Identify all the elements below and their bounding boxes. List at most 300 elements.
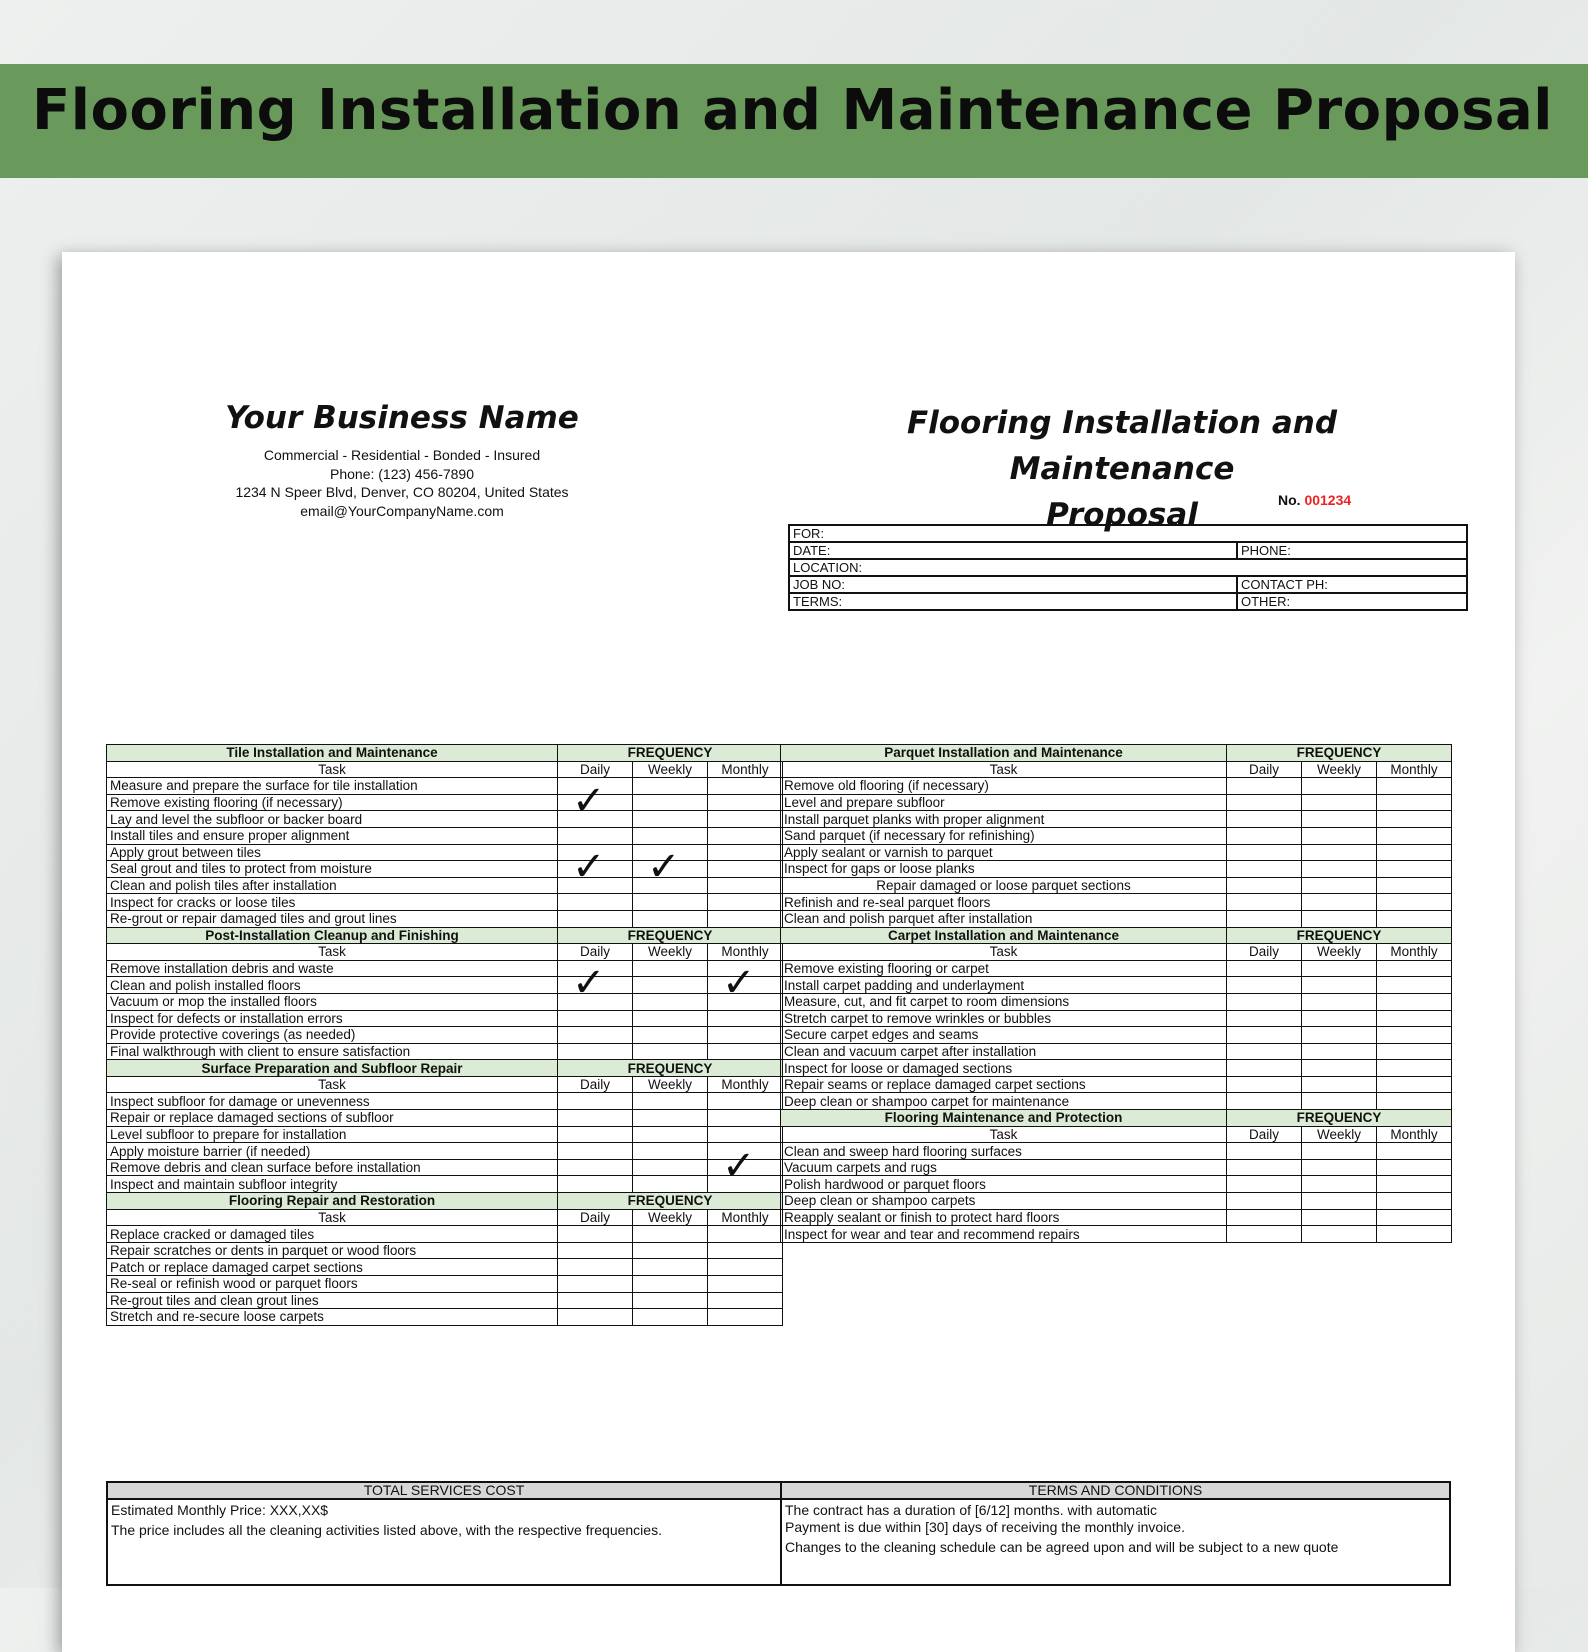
task-name: Inspect and maintain subfloor integrity bbox=[107, 1176, 558, 1193]
proposal-sheet bbox=[62, 252, 1515, 1652]
task-column-header: Task bbox=[107, 1209, 558, 1226]
task-name: Level subfloor to prepare for installation bbox=[107, 1126, 558, 1143]
frequency-header: FREQUENCY bbox=[558, 927, 783, 944]
task-name: Provide protective coverings (as needed) bbox=[107, 1027, 558, 1044]
task-row bbox=[107, 1292, 783, 1309]
section-title: Flooring Maintenance and Protection bbox=[781, 1110, 1227, 1127]
task-name: Vacuum or mop the installed floors bbox=[107, 993, 558, 1010]
info-location[interactable]: LOCATION: bbox=[789, 559, 1467, 576]
monthly-checkbox[interactable] bbox=[1377, 827, 1452, 844]
weekly-checkbox[interactable] bbox=[1302, 1143, 1377, 1160]
task-row bbox=[107, 1010, 783, 1027]
cost-terms-table bbox=[106, 1481, 1451, 1586]
task-column-header: Task bbox=[107, 761, 558, 778]
monthly-checkbox[interactable] bbox=[1377, 1193, 1452, 1210]
daily-checkbox[interactable] bbox=[558, 1110, 633, 1127]
terms-duration: The contract has a duration of [6/12] months. with automatic bbox=[785, 1502, 1157, 1518]
task-name: Re-grout tiles and clean grout lines bbox=[107, 1292, 558, 1309]
section-header-row bbox=[107, 1060, 783, 1077]
monthly-checkbox[interactable] bbox=[708, 1093, 783, 1110]
monthly-column-header: Monthly bbox=[708, 761, 783, 778]
task-column-header: Task bbox=[107, 1076, 558, 1093]
cost-description: The price includes all the cleaning activities listed above, with the respective frequencies. bbox=[111, 1522, 662, 1538]
weekly-checkbox[interactable] bbox=[633, 960, 708, 977]
daily-checkbox[interactable] bbox=[558, 1043, 633, 1060]
business-tagline: Commercial - Residential - Bonded - Insured bbox=[263, 447, 541, 463]
task-row bbox=[781, 1176, 1452, 1193]
task-name: Inspect for cracks or loose tiles bbox=[107, 894, 558, 911]
proposal-number-label: No. bbox=[1278, 492, 1301, 508]
daily-checkbox[interactable] bbox=[1227, 1043, 1302, 1060]
column-header-row bbox=[107, 1076, 783, 1093]
task-row bbox=[107, 1276, 783, 1293]
monthly-checkbox[interactable] bbox=[1377, 861, 1452, 878]
weekly-checkbox[interactable] bbox=[1302, 877, 1377, 894]
monthly-checkbox[interactable] bbox=[1377, 1176, 1452, 1193]
info-other[interactable]: OTHER: bbox=[1237, 593, 1467, 610]
daily-checkbox[interactable] bbox=[558, 844, 633, 891]
section-header-row bbox=[781, 927, 1452, 944]
monthly-checkbox[interactable] bbox=[708, 861, 783, 878]
task-name: Deep clean or shampoo carpets bbox=[781, 1193, 1227, 1210]
daily-checkbox[interactable] bbox=[1227, 1076, 1302, 1093]
monthly-checkbox[interactable] bbox=[1377, 977, 1452, 994]
task-name: Measure and prepare the surface for tile installation bbox=[107, 778, 558, 795]
daily-checkbox[interactable] bbox=[1227, 778, 1302, 795]
section-title: Parquet Installation and Maintenance bbox=[781, 745, 1227, 762]
column-header-row bbox=[781, 1126, 1452, 1143]
task-row bbox=[107, 1242, 783, 1259]
task-name: Replace cracked or damaged tiles bbox=[107, 1226, 558, 1243]
task-row bbox=[107, 894, 783, 911]
task-name: Level and prepare subfloor bbox=[781, 794, 1227, 811]
task-name: Inspect for loose or damaged sections bbox=[781, 1060, 1227, 1077]
task-name: Apply moisture barrier (if needed) bbox=[107, 1143, 558, 1160]
monthly-checkbox[interactable] bbox=[1377, 910, 1452, 927]
monthly-checkbox[interactable] bbox=[1377, 877, 1452, 894]
monthly-checkbox[interactable] bbox=[708, 844, 783, 861]
daily-column-header: Daily bbox=[558, 1076, 633, 1093]
daily-checkbox[interactable] bbox=[558, 1226, 633, 1243]
checkmark-icon: ✓ bbox=[572, 844, 606, 891]
task-row bbox=[107, 861, 783, 878]
task-name: Install tiles and ensure proper alignment bbox=[107, 827, 558, 844]
monthly-checkbox[interactable] bbox=[1377, 811, 1452, 828]
monthly-checkbox[interactable] bbox=[1377, 1093, 1452, 1110]
daily-checkbox[interactable] bbox=[558, 1010, 633, 1027]
weekly-checkbox[interactable] bbox=[1302, 1027, 1377, 1044]
monthly-checkbox[interactable] bbox=[1377, 1076, 1452, 1093]
proposal-number bbox=[1278, 492, 1351, 508]
monthly-checkbox[interactable] bbox=[708, 1043, 783, 1060]
monthly-column-header: Monthly bbox=[708, 1209, 783, 1226]
task-row bbox=[781, 1159, 1452, 1176]
monthly-checkbox[interactable] bbox=[708, 1309, 783, 1326]
weekly-checkbox[interactable] bbox=[1302, 1093, 1377, 1110]
column-header-row bbox=[781, 944, 1452, 961]
info-for[interactable]: FOR: bbox=[789, 525, 1467, 542]
task-name: Apply sealant or varnish to parquet bbox=[781, 844, 1227, 861]
daily-checkbox[interactable] bbox=[1227, 811, 1302, 828]
cost-estimate: Estimated Monthly Price: XXX,XX$ bbox=[111, 1502, 329, 1518]
weekly-checkbox[interactable] bbox=[633, 778, 708, 795]
weekly-checkbox[interactable] bbox=[1302, 894, 1377, 911]
section-title: Surface Preparation and Subfloor Repair bbox=[107, 1060, 558, 1077]
section-header-row bbox=[107, 927, 783, 944]
monthly-checkbox[interactable] bbox=[1377, 1143, 1452, 1160]
monthly-checkbox[interactable] bbox=[1377, 993, 1452, 1010]
daily-checkbox[interactable] bbox=[1227, 1176, 1302, 1193]
checkmark-icon: ✓ bbox=[722, 960, 756, 1007]
monthly-checkbox[interactable] bbox=[708, 827, 783, 844]
task-row bbox=[107, 1110, 783, 1127]
task-row bbox=[781, 1093, 1452, 1110]
info-job-no[interactable]: JOB NO: bbox=[789, 576, 1237, 593]
monthly-checkbox[interactable] bbox=[708, 1176, 783, 1193]
task-name: Install carpet padding and underlayment bbox=[781, 977, 1227, 994]
task-row bbox=[781, 861, 1452, 878]
task-name: Clean and polish installed floors bbox=[107, 977, 558, 994]
task-column-header: Task bbox=[107, 944, 558, 961]
monthly-checkbox[interactable] bbox=[708, 993, 783, 1010]
monthly-checkbox[interactable] bbox=[708, 877, 783, 894]
weekly-checkbox[interactable] bbox=[633, 844, 708, 891]
weekly-checkbox[interactable] bbox=[633, 1143, 708, 1160]
info-table bbox=[788, 524, 1468, 611]
weekly-checkbox[interactable] bbox=[633, 910, 708, 927]
weekly-checkbox[interactable] bbox=[633, 977, 708, 994]
monthly-column-header: Monthly bbox=[1377, 761, 1452, 778]
daily-checkbox[interactable] bbox=[1227, 1027, 1302, 1044]
monthly-checkbox[interactable] bbox=[1377, 794, 1452, 811]
weekly-checkbox[interactable] bbox=[1302, 1159, 1377, 1176]
weekly-column-header: Weekly bbox=[1302, 1126, 1377, 1143]
weekly-checkbox[interactable] bbox=[1302, 861, 1377, 878]
task-name: Repair seams or replace damaged carpet sections bbox=[781, 1076, 1227, 1093]
task-name: Polish hardwood or parquet floors bbox=[781, 1176, 1227, 1193]
task-row bbox=[781, 1060, 1452, 1077]
monthly-checkbox[interactable] bbox=[708, 1027, 783, 1044]
weekly-checkbox[interactable] bbox=[1302, 1060, 1377, 1077]
weekly-checkbox[interactable] bbox=[633, 794, 708, 811]
weekly-checkbox[interactable] bbox=[633, 1126, 708, 1143]
section-header-row bbox=[781, 1110, 1452, 1127]
task-name: Stretch and re-secure loose carpets bbox=[107, 1309, 558, 1326]
task-row bbox=[781, 894, 1452, 911]
monthly-checkbox[interactable] bbox=[708, 960, 783, 1007]
weekly-checkbox[interactable] bbox=[1302, 1176, 1377, 1193]
monthly-checkbox[interactable] bbox=[1377, 894, 1452, 911]
weekly-checkbox[interactable] bbox=[633, 1176, 708, 1193]
daily-checkbox[interactable] bbox=[1227, 894, 1302, 911]
proposal-title-line1: Flooring Installation and Maintenance bbox=[906, 405, 1338, 487]
task-column-header: Task bbox=[781, 944, 1227, 961]
task-row bbox=[107, 960, 783, 977]
weekly-checkbox[interactable] bbox=[1302, 827, 1377, 844]
info-terms[interactable]: TERMS: bbox=[789, 593, 1237, 610]
monthly-checkbox[interactable] bbox=[1377, 1027, 1452, 1044]
weekly-checkbox[interactable] bbox=[633, 1027, 708, 1044]
weekly-checkbox[interactable] bbox=[633, 1110, 708, 1127]
monthly-checkbox[interactable] bbox=[1377, 1060, 1452, 1077]
daily-checkbox[interactable] bbox=[558, 1159, 633, 1176]
task-row bbox=[107, 1226, 783, 1243]
monthly-checkbox[interactable] bbox=[708, 894, 783, 911]
banner-title: Flooring Installation and Maintenance Proposal bbox=[32, 78, 1553, 143]
weekly-checkbox[interactable] bbox=[1302, 910, 1377, 927]
left-task-table bbox=[106, 744, 783, 1326]
monthly-checkbox[interactable] bbox=[708, 811, 783, 828]
column-header-row bbox=[107, 761, 783, 778]
weekly-checkbox[interactable] bbox=[1302, 1010, 1377, 1027]
weekly-checkbox[interactable] bbox=[633, 1276, 708, 1293]
section-title: Post-Installation Cleanup and Finishing bbox=[107, 927, 558, 944]
business-address: 1234 N Speer Blvd, Denver, CO 80204, United States bbox=[235, 484, 569, 500]
task-row bbox=[781, 811, 1452, 828]
task-row bbox=[107, 778, 783, 795]
checkmark-icon: ✓ bbox=[572, 960, 606, 1007]
daily-checkbox[interactable] bbox=[558, 1027, 633, 1044]
weekly-column-header: Weekly bbox=[1302, 944, 1377, 961]
task-name: Remove installation debris and waste bbox=[107, 960, 558, 977]
monthly-column-header: Monthly bbox=[708, 944, 783, 961]
task-name: Stretch carpet to remove wrinkles or bubbles bbox=[781, 1010, 1227, 1027]
monthly-column-header: Monthly bbox=[708, 1076, 783, 1093]
monthly-checkbox[interactable] bbox=[708, 794, 783, 811]
daily-checkbox[interactable] bbox=[558, 827, 633, 844]
daily-checkbox[interactable] bbox=[558, 910, 633, 927]
daily-checkbox[interactable] bbox=[1227, 844, 1302, 861]
task-name: Clean and polish tiles after installation bbox=[107, 877, 558, 894]
task-name: Inspect for gaps or loose planks bbox=[781, 861, 1227, 878]
monthly-checkbox[interactable] bbox=[708, 1010, 783, 1027]
task-row bbox=[107, 794, 783, 811]
section-header-row bbox=[107, 745, 783, 762]
daily-checkbox[interactable] bbox=[558, 1143, 633, 1160]
daily-checkbox[interactable] bbox=[1227, 794, 1302, 811]
weekly-checkbox[interactable] bbox=[1302, 960, 1377, 977]
weekly-column-header: Weekly bbox=[1302, 761, 1377, 778]
monthly-checkbox[interactable] bbox=[708, 1110, 783, 1127]
task-row bbox=[781, 1027, 1452, 1044]
section-title: Tile Installation and Maintenance bbox=[107, 745, 558, 762]
monthly-checkbox[interactable] bbox=[1377, 1043, 1452, 1060]
monthly-checkbox[interactable] bbox=[1377, 1209, 1452, 1226]
checkmark-icon: ✓ bbox=[572, 777, 606, 824]
task-row bbox=[107, 877, 783, 894]
daily-checkbox[interactable] bbox=[1227, 960, 1302, 977]
monthly-column-header: Monthly bbox=[1377, 1126, 1452, 1143]
weekly-column-header: Weekly bbox=[633, 944, 708, 961]
weekly-checkbox[interactable] bbox=[1302, 1226, 1377, 1243]
daily-checkbox[interactable] bbox=[1227, 1093, 1302, 1110]
task-name: Secure carpet edges and seams bbox=[781, 1027, 1227, 1044]
monthly-checkbox[interactable] bbox=[708, 1142, 783, 1189]
daily-checkbox[interactable] bbox=[558, 1242, 633, 1259]
daily-column-header: Daily bbox=[558, 1209, 633, 1226]
info-phone[interactable]: PHONE: bbox=[1237, 542, 1467, 559]
weekly-checkbox[interactable] bbox=[1302, 811, 1377, 828]
task-row bbox=[781, 960, 1452, 977]
task-name: Measure, cut, and fit carpet to room dimensions bbox=[781, 993, 1227, 1010]
checkmark-icon: ✓ bbox=[647, 844, 681, 891]
monthly-checkbox[interactable] bbox=[1377, 1226, 1452, 1243]
daily-checkbox[interactable] bbox=[1227, 1143, 1302, 1160]
business-name: Your Business Name bbox=[225, 400, 579, 436]
daily-checkbox[interactable] bbox=[558, 1292, 633, 1309]
weekly-checkbox[interactable] bbox=[633, 1093, 708, 1110]
info-contact-ph[interactable]: CONTACT PH: bbox=[1237, 576, 1467, 593]
weekly-checkbox[interactable] bbox=[1302, 993, 1377, 1010]
monthly-checkbox[interactable] bbox=[708, 1226, 783, 1243]
weekly-checkbox[interactable] bbox=[633, 993, 708, 1010]
task-row bbox=[107, 844, 783, 861]
task-name: Sand parquet (if necessary for refinishing) bbox=[781, 827, 1227, 844]
task-row bbox=[107, 1176, 783, 1193]
weekly-checkbox[interactable] bbox=[633, 1010, 708, 1027]
monthly-checkbox[interactable] bbox=[1377, 960, 1452, 977]
weekly-checkbox[interactable] bbox=[633, 1159, 708, 1176]
task-row bbox=[781, 877, 1452, 894]
weekly-checkbox[interactable] bbox=[1302, 977, 1377, 994]
weekly-checkbox[interactable] bbox=[633, 1309, 708, 1326]
daily-checkbox[interactable] bbox=[1227, 993, 1302, 1010]
task-name: Remove old flooring (if necessary) bbox=[781, 778, 1227, 795]
daily-checkbox[interactable] bbox=[558, 1126, 633, 1143]
frequency-header: FREQUENCY bbox=[1227, 927, 1452, 944]
weekly-checkbox[interactable] bbox=[633, 1259, 708, 1276]
weekly-checkbox[interactable] bbox=[633, 811, 708, 828]
daily-checkbox[interactable] bbox=[558, 811, 633, 828]
frequency-header: FREQUENCY bbox=[1227, 745, 1452, 762]
terms-payment: Payment is due within [30] days of receiving the monthly invoice. bbox=[785, 1519, 1185, 1535]
info-date[interactable]: DATE: bbox=[789, 542, 1237, 559]
weekly-column-header: Weekly bbox=[633, 761, 708, 778]
task-name: Re-grout or repair damaged tiles and grout lines bbox=[107, 910, 558, 927]
daily-checkbox[interactable] bbox=[1227, 1209, 1302, 1226]
weekly-checkbox[interactable] bbox=[1302, 844, 1377, 861]
weekly-checkbox[interactable] bbox=[1302, 794, 1377, 811]
daily-checkbox[interactable] bbox=[558, 1309, 633, 1326]
frequency-header: FREQUENCY bbox=[558, 745, 783, 762]
weekly-checkbox[interactable] bbox=[633, 894, 708, 911]
weekly-checkbox[interactable] bbox=[1302, 1076, 1377, 1093]
monthly-checkbox[interactable] bbox=[708, 910, 783, 927]
weekly-checkbox[interactable] bbox=[633, 877, 708, 894]
daily-checkbox[interactable] bbox=[558, 993, 633, 1010]
task-name: Install parquet planks with proper alignment bbox=[781, 811, 1227, 828]
weekly-checkbox[interactable] bbox=[633, 1043, 708, 1060]
weekly-column-header: Weekly bbox=[633, 1076, 708, 1093]
task-name: Seal grout and tiles to protect from moisture bbox=[107, 861, 558, 878]
daily-checkbox[interactable] bbox=[558, 894, 633, 911]
task-row bbox=[781, 844, 1452, 861]
task-name: Lay and level the subfloor or backer board bbox=[107, 811, 558, 828]
monthly-checkbox[interactable] bbox=[708, 1276, 783, 1293]
checkmark-icon: ✓ bbox=[722, 1142, 756, 1189]
daily-checkbox[interactable] bbox=[1227, 977, 1302, 994]
monthly-checkbox[interactable] bbox=[1377, 1159, 1452, 1176]
task-row bbox=[107, 827, 783, 844]
daily-checkbox[interactable] bbox=[558, 777, 633, 824]
weekly-checkbox[interactable] bbox=[633, 1242, 708, 1259]
terms-header: TERMS AND CONDITIONS bbox=[781, 1482, 1450, 1499]
monthly-checkbox[interactable] bbox=[708, 1242, 783, 1259]
task-row bbox=[107, 1159, 783, 1176]
task-row bbox=[781, 778, 1452, 795]
daily-checkbox[interactable] bbox=[558, 1259, 633, 1276]
daily-column-header: Daily bbox=[1227, 761, 1302, 778]
task-name: Final walkthrough with client to ensure satisfaction bbox=[107, 1043, 558, 1060]
daily-checkbox[interactable] bbox=[1227, 1159, 1302, 1176]
weekly-checkbox[interactable] bbox=[1302, 1209, 1377, 1226]
daily-checkbox[interactable] bbox=[1227, 1060, 1302, 1077]
task-name: Remove existing flooring or carpet bbox=[781, 960, 1227, 977]
daily-checkbox[interactable] bbox=[558, 960, 633, 1007]
monthly-checkbox[interactable] bbox=[708, 1259, 783, 1276]
task-name: Inspect subfloor for damage or unevenness bbox=[107, 1093, 558, 1110]
weekly-checkbox[interactable] bbox=[633, 827, 708, 844]
task-name: Remove debris and clean surface before installation bbox=[107, 1159, 558, 1176]
monthly-checkbox[interactable] bbox=[708, 778, 783, 795]
daily-checkbox[interactable] bbox=[1227, 1010, 1302, 1027]
task-row bbox=[781, 1226, 1452, 1243]
daily-checkbox[interactable] bbox=[1227, 877, 1302, 894]
task-name: Reapply sealant or finish to protect hard floors bbox=[781, 1209, 1227, 1226]
task-row bbox=[781, 1143, 1452, 1160]
monthly-checkbox[interactable] bbox=[1377, 844, 1452, 861]
task-row bbox=[107, 811, 783, 828]
right-task-table bbox=[780, 744, 1452, 1243]
task-row bbox=[107, 977, 783, 994]
daily-checkbox[interactable] bbox=[558, 1276, 633, 1293]
frequency-header: FREQUENCY bbox=[558, 1193, 783, 1210]
monthly-checkbox[interactable] bbox=[1377, 1010, 1452, 1027]
task-row bbox=[107, 993, 783, 1010]
task-name: Repair scratches or dents in parquet or wood floors bbox=[107, 1242, 558, 1259]
proposal-title-line2: Proposal bbox=[1046, 497, 1198, 533]
monthly-checkbox[interactable] bbox=[708, 1292, 783, 1309]
section-header-row bbox=[107, 1193, 783, 1210]
monthly-checkbox[interactable] bbox=[708, 1126, 783, 1143]
task-row bbox=[781, 1043, 1452, 1060]
daily-column-header: Daily bbox=[1227, 944, 1302, 961]
weekly-checkbox[interactable] bbox=[1302, 778, 1377, 795]
task-row bbox=[781, 1209, 1452, 1226]
column-header-row bbox=[107, 1209, 783, 1226]
weekly-checkbox[interactable] bbox=[633, 1226, 708, 1243]
daily-checkbox[interactable] bbox=[1227, 910, 1302, 927]
monthly-checkbox[interactable] bbox=[1377, 778, 1452, 795]
task-name: Deep clean or shampoo carpet for maintenance bbox=[781, 1093, 1227, 1110]
terms-changes: Changes to the cleaning schedule can be agreed upon and will be subject to a new quote bbox=[785, 1539, 1339, 1555]
daily-checkbox[interactable] bbox=[558, 1093, 633, 1110]
weekly-checkbox[interactable] bbox=[633, 1292, 708, 1309]
task-name: Repair or replace damaged sections of subfloor bbox=[107, 1110, 558, 1127]
daily-checkbox[interactable] bbox=[1227, 1193, 1302, 1210]
task-name: Repair damaged or loose parquet sections bbox=[781, 877, 1227, 894]
weekly-checkbox[interactable] bbox=[1302, 1043, 1377, 1060]
daily-checkbox[interactable] bbox=[1227, 827, 1302, 844]
task-column-header: Task bbox=[781, 1126, 1227, 1143]
daily-checkbox[interactable] bbox=[558, 1176, 633, 1193]
daily-checkbox[interactable] bbox=[1227, 861, 1302, 878]
daily-checkbox[interactable] bbox=[558, 877, 633, 894]
task-column-header: Task bbox=[781, 761, 1227, 778]
section-title: Carpet Installation and Maintenance bbox=[781, 927, 1227, 944]
daily-checkbox[interactable] bbox=[1227, 1226, 1302, 1243]
weekly-checkbox[interactable] bbox=[1302, 1193, 1377, 1210]
